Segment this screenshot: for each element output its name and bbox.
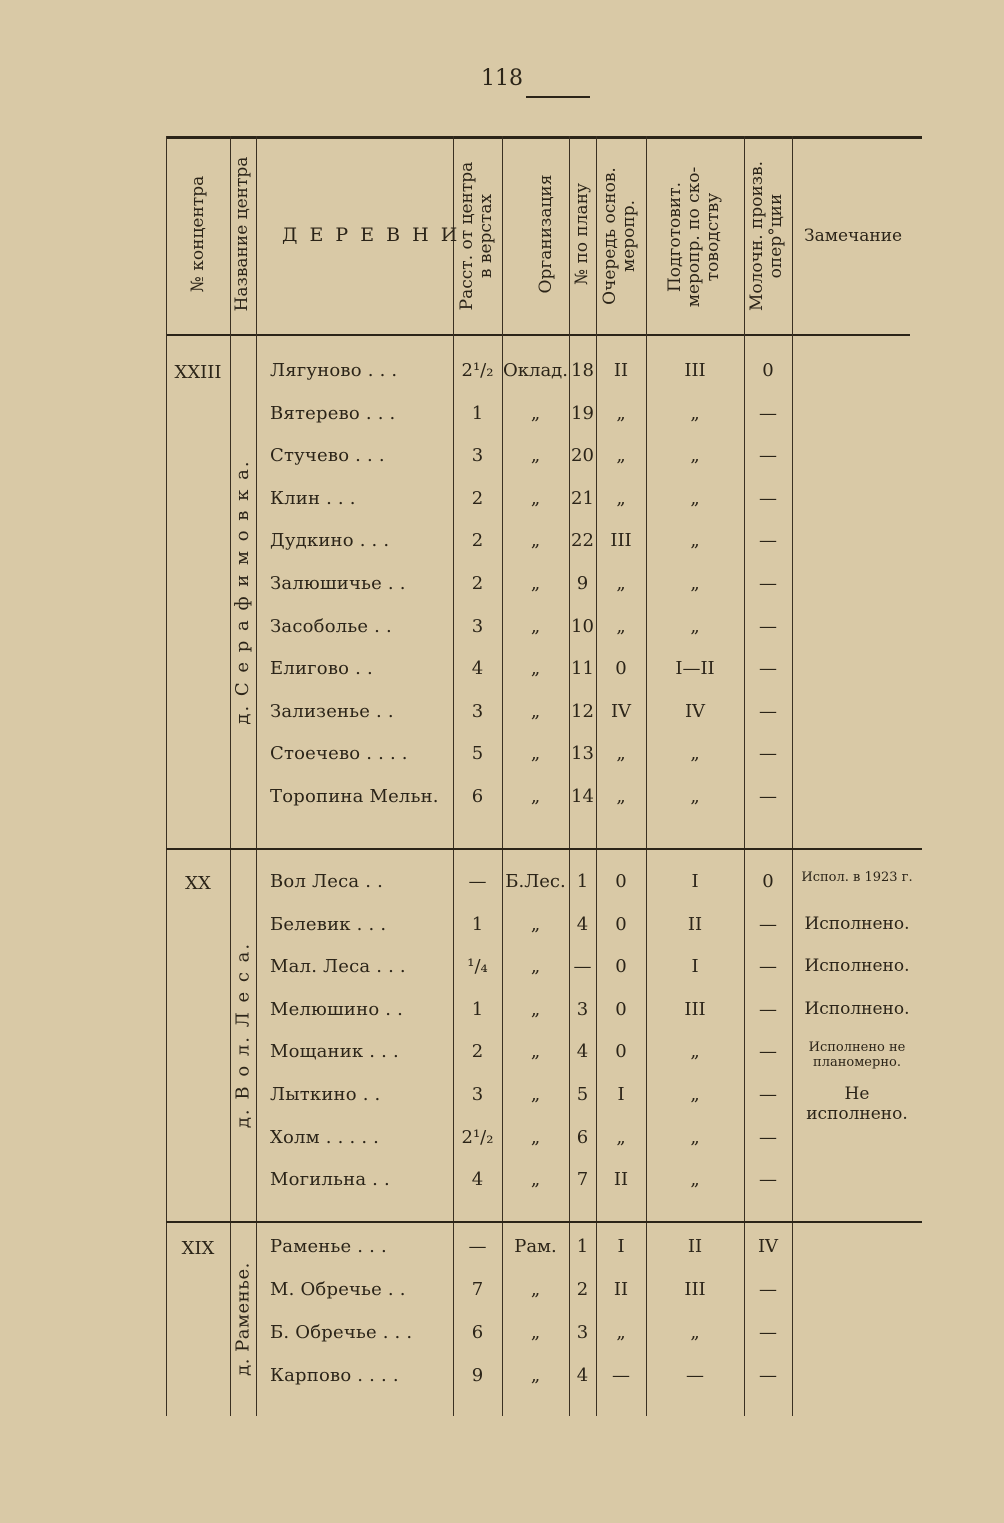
plan-number: 4 <box>576 1365 589 1386</box>
distance-value: 4 <box>471 658 484 680</box>
dairy-value: 0 <box>762 360 774 381</box>
village-name: Белевик . . . <box>270 913 387 935</box>
organization-value: „ <box>530 1126 541 1148</box>
village-name: Клин . . . <box>270 487 356 509</box>
order-value: 0 <box>615 913 627 935</box>
remark-text: Исполнено не планомерно. <box>808 1040 906 1071</box>
village-name: Залюшичье . . <box>270 573 406 594</box>
prep-value: „ <box>690 1041 700 1063</box>
organization-value: „ <box>530 1322 541 1343</box>
plan-number: 13 <box>571 743 594 765</box>
remark-text: Исполнено. <box>804 913 910 934</box>
plan-number: 1 <box>576 1236 589 1257</box>
page-number-underline <box>526 96 590 98</box>
distance-value: 1 <box>471 402 484 424</box>
village-name: Торопина Мельн. <box>270 786 439 807</box>
distance-value: 2 <box>471 573 484 594</box>
dairy-value: — <box>759 530 777 552</box>
prep-value: „ <box>690 786 700 807</box>
organization-value: Б.Лес. <box>505 871 566 892</box>
prep-value: „ <box>690 573 700 594</box>
prep-value: „ <box>690 1169 700 1191</box>
plan-number: 20 <box>571 445 594 467</box>
plan-number: 11 <box>571 658 594 680</box>
organization-value: Рам. <box>514 1236 557 1257</box>
plan-number: 2 <box>576 1279 589 1300</box>
center-name: д. В о л. Л е с а. <box>232 941 253 1128</box>
village-name: Мелюшино . . <box>270 998 404 1020</box>
village-name: Засоболье . . <box>270 615 392 637</box>
dairy-value: — <box>759 1169 777 1191</box>
distance-value: 6 <box>471 786 484 807</box>
distance-value: 3 <box>471 445 484 467</box>
order-value: I <box>617 1084 625 1105</box>
plan-number: 14 <box>571 786 594 807</box>
order-value: IV <box>610 700 632 722</box>
dairy-value: — <box>759 615 777 637</box>
col-divider <box>646 136 647 1416</box>
village-name: Зализенье . . <box>270 700 394 722</box>
order-value: II <box>613 1279 629 1300</box>
dairy-value: — <box>759 743 777 765</box>
plan-number: 3 <box>576 998 589 1020</box>
prep-value: I—II <box>675 658 715 680</box>
organization-value: „ <box>530 530 541 552</box>
page-number: 118 <box>481 66 523 91</box>
dairy-value: — <box>759 913 777 935</box>
distance-value: 2 <box>471 487 484 509</box>
village-name: Стоечево . . . . <box>270 743 408 765</box>
prep-value: „ <box>690 615 700 637</box>
village-name: Мал. Леса . . . <box>270 956 406 978</box>
order-value: „ <box>616 402 626 424</box>
village-name: Дудкино . . . <box>270 530 390 552</box>
order-value: — <box>612 1365 630 1386</box>
header-villages: Д Е Р Е В Н И <box>282 224 461 246</box>
village-name: Карпово . . . . <box>270 1365 399 1386</box>
prep-value: „ <box>690 1322 700 1343</box>
distance-value: 3 <box>471 615 484 637</box>
dairy-value: — <box>759 1126 777 1148</box>
organization-value: „ <box>530 615 541 637</box>
order-value: II <box>613 1169 629 1191</box>
prep-value: „ <box>690 487 700 509</box>
distance-value: 2 <box>471 530 484 552</box>
dairy-value: — <box>759 1322 777 1343</box>
dairy-value: — <box>759 445 777 467</box>
prep-value: I <box>691 871 699 892</box>
dairy-value: 0 <box>762 871 774 892</box>
table-top-rule <box>166 136 922 139</box>
organization-value: „ <box>530 445 541 467</box>
plan-number: 21 <box>571 487 594 509</box>
organization-value: „ <box>530 998 541 1020</box>
village-name: М. Обречье . . <box>270 1279 406 1300</box>
dairy-value: — <box>759 956 777 978</box>
distance-value: 2 <box>471 1041 484 1063</box>
remark-text: Не исполнено. <box>806 1084 908 1124</box>
order-value: „ <box>616 786 626 807</box>
header-organization: Организация <box>536 174 556 294</box>
dairy-value: — <box>759 487 777 509</box>
prep-value: — <box>686 1365 704 1386</box>
dairy-value: — <box>759 1279 777 1300</box>
plan-number: — <box>573 956 592 978</box>
distance-value: 2¹/₂ <box>461 1126 494 1148</box>
distance-value: 3 <box>471 1084 484 1105</box>
remark-text: Исполнено. <box>804 998 910 1019</box>
order-value: „ <box>616 615 626 637</box>
organization-value: „ <box>530 743 541 765</box>
prep-value: „ <box>690 743 700 765</box>
distance-value: — <box>468 1236 487 1257</box>
order-value: „ <box>616 445 626 467</box>
order-value: I <box>617 1236 625 1257</box>
order-value: 0 <box>615 871 627 892</box>
prep-value: II <box>687 913 703 935</box>
village-name: Б. Обречье . . . <box>270 1322 413 1343</box>
header-dairy: Молочн. произв. опер°ции <box>747 160 786 312</box>
header-center-name: Название центра <box>232 156 252 312</box>
plan-number: 10 <box>571 615 594 637</box>
organization-value: Оклад. <box>503 360 568 381</box>
prep-value: III <box>684 998 706 1020</box>
organization-value: „ <box>530 402 541 424</box>
plan-number: 1 <box>576 871 589 892</box>
group-separator <box>166 848 922 850</box>
col-divider <box>453 136 454 1416</box>
distance-value: — <box>468 871 487 892</box>
prep-value: „ <box>690 1126 700 1148</box>
header-remarks: Замечание <box>804 226 903 246</box>
dairy-value: — <box>759 1365 777 1386</box>
dairy-value: IV <box>757 1236 779 1257</box>
header-concentr-no: № концентра <box>188 175 208 293</box>
plan-number: 9 <box>576 573 589 594</box>
col-divider <box>596 136 597 1416</box>
plan-number: 19 <box>571 402 594 424</box>
col-divider <box>256 136 257 1416</box>
village-name: Вол Леса . . <box>270 871 383 892</box>
col-divider <box>230 136 231 1416</box>
plan-number: 6 <box>576 1126 589 1148</box>
center-name: д. Раменье. <box>232 1261 253 1376</box>
village-name: Холм . . . . . <box>270 1126 380 1148</box>
order-value: 0 <box>615 956 627 978</box>
organization-value: „ <box>530 487 541 509</box>
order-value: „ <box>616 743 626 765</box>
order-value: „ <box>616 1322 626 1343</box>
organization-value: „ <box>530 700 541 722</box>
organization-value: „ <box>530 1279 541 1300</box>
organization-value: „ <box>530 913 541 935</box>
distance-value: 7 <box>471 1279 484 1300</box>
col-divider <box>502 136 503 1416</box>
col-divider <box>792 136 793 1416</box>
village-name: Елигово . . <box>270 658 373 680</box>
order-value: 0 <box>615 998 627 1020</box>
col-divider <box>166 136 167 1416</box>
center-name: д. С е р а ф и м о в к а. <box>232 459 253 725</box>
order-value: 0 <box>615 658 627 680</box>
group-separator <box>166 1221 922 1223</box>
organization-value: „ <box>530 956 541 978</box>
prep-value: I <box>691 956 699 978</box>
plan-number: 7 <box>576 1169 589 1191</box>
distance-value: 2¹/₂ <box>461 360 494 381</box>
header-bottom-rule <box>166 334 910 336</box>
dairy-value: — <box>759 402 777 424</box>
distance-value: 1 <box>471 913 484 935</box>
order-value: 0 <box>615 1041 627 1063</box>
plan-number: 4 <box>576 1041 589 1063</box>
village-name: Стучево . . . <box>270 445 385 467</box>
order-value: II <box>613 360 629 381</box>
data-table <box>166 136 922 1416</box>
village-name: Могильна . . <box>270 1169 390 1191</box>
dairy-value: — <box>759 1041 777 1063</box>
organization-value: „ <box>530 658 541 680</box>
plan-number: 3 <box>576 1322 589 1343</box>
organization-value: „ <box>530 1365 541 1386</box>
organization-value: „ <box>530 1169 541 1191</box>
prep-value: IV <box>684 700 706 722</box>
organization-value: „ <box>530 573 541 594</box>
dairy-value: — <box>759 573 777 594</box>
prep-value: „ <box>690 530 700 552</box>
plan-number: 22 <box>571 530 594 552</box>
distance-value: 5 <box>471 743 484 765</box>
prep-value: III <box>684 360 706 381</box>
col-divider <box>569 136 570 1416</box>
col-divider <box>744 136 745 1416</box>
distance-value: 6 <box>471 1322 484 1343</box>
village-name: Вятерево . . . <box>270 402 396 424</box>
dairy-value: — <box>759 658 777 680</box>
remark-text: Испол. в 1923 г. <box>801 870 913 885</box>
prep-value: „ <box>690 402 700 424</box>
distance-value: 3 <box>471 700 484 722</box>
remark-text: Исполнено. <box>804 956 910 977</box>
header-prep: Подготовит. меропр. по ско- товодству <box>665 166 723 308</box>
organization-value: „ <box>530 1041 541 1063</box>
village-name: Раменье . . . <box>270 1236 387 1257</box>
distance-value: ¹/₄ <box>467 956 488 978</box>
organization-value: „ <box>530 1084 541 1105</box>
village-name: Лыткино . . <box>270 1084 381 1105</box>
header-order: Очередь основ. меропр. <box>600 167 639 305</box>
dairy-value: — <box>759 1084 777 1105</box>
plan-number: 5 <box>576 1084 589 1105</box>
order-value: III <box>610 530 632 552</box>
concentr-number: XIX <box>181 1238 215 1259</box>
distance-value: 4 <box>471 1169 484 1191</box>
organization-value: „ <box>530 786 541 807</box>
order-value: „ <box>616 1126 626 1148</box>
prep-value: II <box>687 1236 703 1257</box>
order-value: „ <box>616 487 626 509</box>
village-name: Мощаник . . . <box>270 1041 399 1063</box>
concentr-number: XXIII <box>174 362 222 383</box>
dairy-value: — <box>759 786 777 807</box>
distance-value: 9 <box>471 1365 484 1386</box>
plan-number: 18 <box>571 360 594 381</box>
prep-value: „ <box>690 445 700 467</box>
prep-value: III <box>684 1279 706 1300</box>
concentr-number: XX <box>185 873 211 894</box>
dairy-value: — <box>759 998 777 1020</box>
order-value: „ <box>616 573 626 594</box>
plan-number: 4 <box>576 913 589 935</box>
plan-number: 12 <box>571 700 594 722</box>
prep-value: „ <box>690 1084 700 1105</box>
village-name: Лягуново . . . <box>270 360 398 381</box>
header-plan-no: № по плану <box>572 182 592 286</box>
header-distance: Расст. от центра в верстах <box>457 161 496 311</box>
distance-value: 1 <box>471 998 484 1020</box>
dairy-value: — <box>759 700 777 722</box>
